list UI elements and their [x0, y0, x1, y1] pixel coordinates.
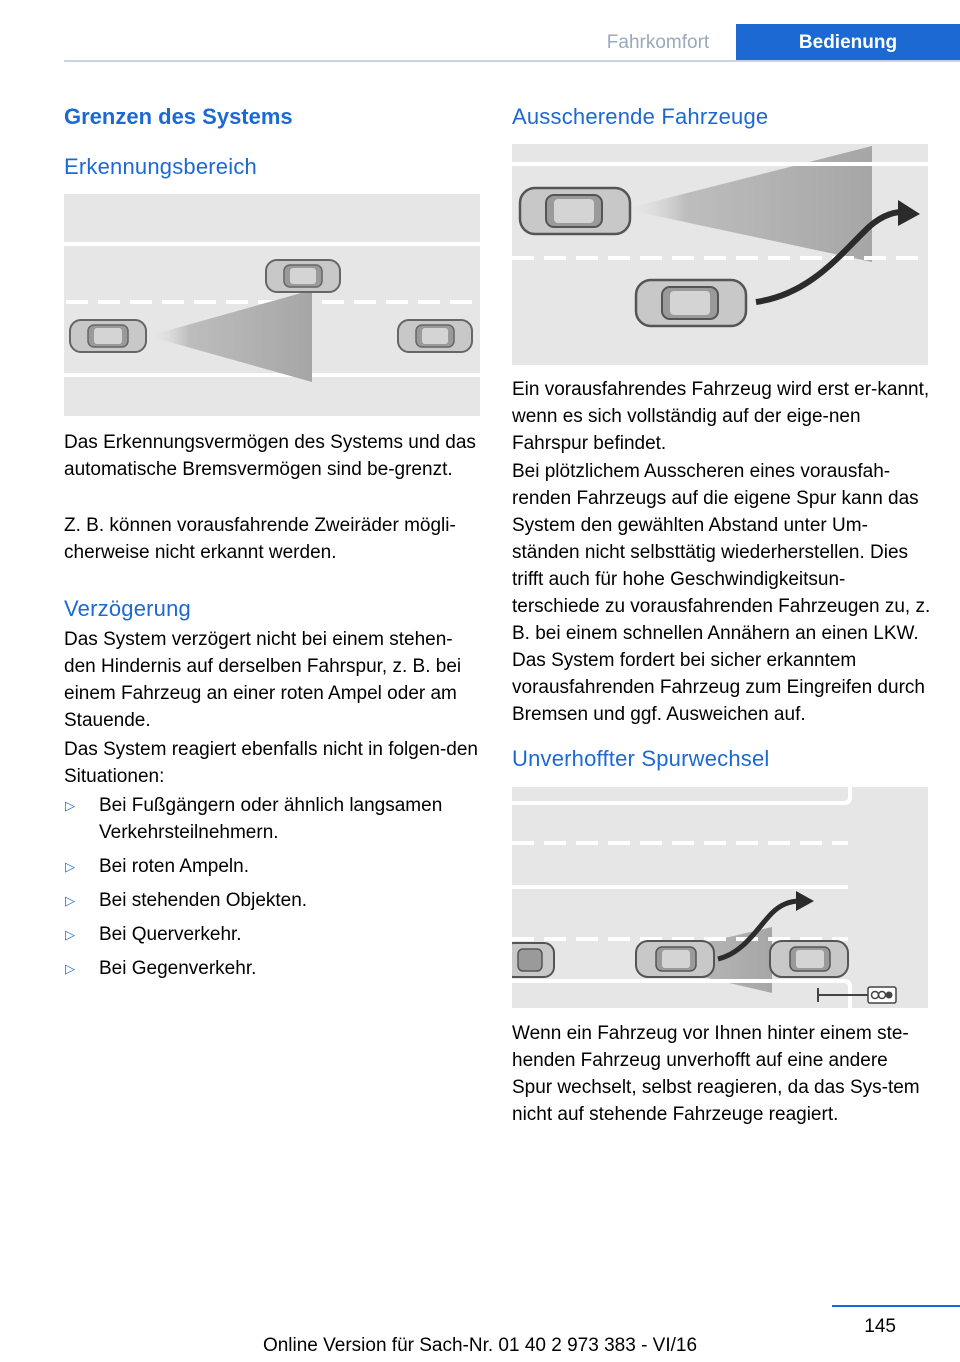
car-ego [520, 188, 630, 234]
lane-dashes-upper [512, 841, 848, 845]
subheading-ausscherende-fahrzeuge: Ausscherende Fahrzeuge [512, 104, 769, 129]
list-item: ▷ Bei stehenden Objekten. [64, 887, 480, 914]
car-changing-lane [636, 941, 714, 977]
list-item: ▷ Bei roten Ampeln. [64, 853, 480, 880]
header-tab-fahrkomfort: Fahrkomfort [580, 24, 736, 62]
triangle-bullet-icon: ▷ [65, 798, 75, 813]
section-heading-grenzen: Grenzen des Systems [64, 104, 293, 129]
situations-list [64, 792, 480, 989]
lane-line-top [64, 242, 480, 246]
car-ahead-same-lane [398, 320, 472, 352]
subheading-verzoegerung: Verzögerung [64, 596, 191, 621]
paragraph-own-lane-detection: Ein vorausfahrendes Fahrzeug wird erst er‐kannt, wenn es sich vollständig auf der eige‐nen Fahrspur befindet. [512, 379, 930, 454]
car-stationary [770, 941, 848, 977]
figure-detection-range [64, 194, 480, 416]
car-ego [70, 320, 146, 352]
traffic-light-icon [868, 987, 896, 1003]
subheading-erkennungsbereich: Erkennungsbereich [64, 154, 257, 179]
list-item: ▷ Bei Gegenverkehr. [64, 955, 480, 982]
lane-line-bottom [64, 373, 480, 377]
footer-version-note: Online Version für Sach-Nr. 01 40 2 973 383 - VI/16 [262, 1335, 698, 1356]
lane-line-middle [512, 885, 848, 889]
car-ahead-adjacent [266, 260, 340, 292]
paragraph-react-yourself: Wenn ein Fahrzeug vor Ihnen hinter einem ste‐henden Fahrzeug unverhofft auf eine andere Spur wechselt, selbst reagieren, da das Sys‐tem nicht auf stehende Fahrzeuge reagiert. [512, 1023, 920, 1125]
list-item: ▷ Bei Querverkehr. [64, 921, 480, 948]
arrow-head-icon [898, 200, 920, 226]
figure-cutting-out-vehicle [512, 144, 928, 365]
triangle-bullet-icon: ▷ [65, 961, 75, 976]
page-number: 145 [864, 1316, 896, 1337]
paragraph-situations-intro: Das System reagiert ebenfalls nicht in folgen‐den Situationen: [64, 739, 479, 787]
triangle-bullet-icon: ▷ [65, 893, 75, 908]
car-cutting-out [636, 280, 746, 326]
paragraph-stationary-obstacle: Das System verzögert nicht bei einem stehen‐den Hindernis auf derselben Fahrspur, z. B. bei einem Fahrzeug an einer roten Ampel oder am Stauende. [64, 629, 462, 731]
triangle-bullet-icon: ▷ [65, 859, 75, 874]
paragraph-detection-limit: Das Erkennungsvermögen des Systems und das automatische Bremsvermögen sind be‐grenzt. [64, 432, 476, 480]
triangle-bullet-icon: ▷ [65, 927, 75, 942]
header-rule [64, 60, 960, 62]
figure-unexpected-lane-change [512, 787, 928, 1008]
list-item: ▷ Bei Fußgängern oder ähnlich langsamen Verkehrsteilnehmern. [64, 792, 480, 846]
arrow-head-icon [796, 891, 814, 911]
car-ego [512, 943, 554, 977]
header-tab-bedienung: Bedienung [736, 24, 960, 62]
paragraph-cutting-in: Bei plötzlichem Ausscheren eines vorausfah‐renden Fahrzeugs auf die eigene Spur kann das System den gewählten Abstand unter Um‐ständen nicht selbsttätig wiederherstellen. Dies trifft auch für hohe Geschwindigkeitsun‐terschiede zu vorausfahrenden Fahrzeugen zu, z. B. bei einem schnellen Annähern an einen LKW. Das System fordert bei sicher erkanntem vorausfahrenden Fahrzeug zum Eingreifen durch Bremsen und ggf. Ausweichen auf. [512, 461, 931, 725]
page-number-rule [832, 1305, 960, 1307]
road-edge-top [512, 787, 850, 803]
lane-line-top [512, 162, 928, 166]
paragraph-two-wheelers: Z. B. können vorausfahrende Zweiräder mögli‐cherweise nicht erkannt werden. [64, 515, 456, 563]
road-edge-bottom [512, 981, 850, 1008]
subheading-unverhoffter-spurwechsel: Unverhoffter Spurwechsel [512, 746, 770, 771]
